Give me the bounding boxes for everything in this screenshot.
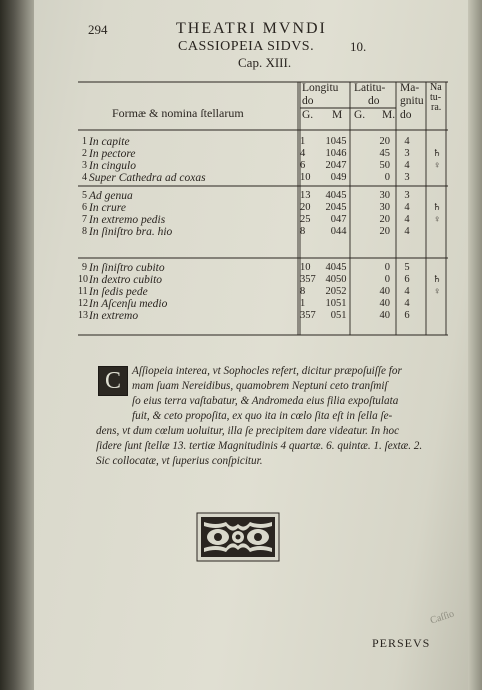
magnitude: 3 <box>404 190 410 201</box>
star-name: Ad genua <box>89 190 133 202</box>
latitude-degrees: 45 <box>336 202 347 213</box>
latitude-minutes: 40 <box>379 286 390 297</box>
chapter-title: CASSIOPEIA SIDVS. <box>178 39 315 54</box>
latitude-minutes: 40 <box>379 310 390 321</box>
commentary-line: mam ſuam Nereidibus, quamobrem Neptuni ceto tranſmiſ <box>132 380 388 392</box>
latitude-degrees: 47 <box>336 214 347 225</box>
star-name: In extremo pedis <box>89 214 166 226</box>
latitude-degrees: 44 <box>336 226 347 237</box>
magnitude: 4 <box>404 160 410 171</box>
latitude-minutes: 0 <box>384 262 390 273</box>
star-number: 13 <box>78 310 88 321</box>
star-name: In pectore <box>89 148 136 160</box>
table-row <box>78 148 448 160</box>
longitude-minutes: 20 <box>325 160 336 171</box>
longitude-minutes: 40 <box>325 262 336 273</box>
longitude-degrees: 8 <box>300 286 306 297</box>
star-number: 4 <box>82 172 87 183</box>
star-table <box>78 80 448 340</box>
catchword: PERSEVS <box>372 636 431 650</box>
longitude-minutes: 40 <box>325 190 336 201</box>
header-long-minuta: M <box>332 109 343 121</box>
longitude-degrees: 1 <box>300 136 306 147</box>
longitude-minutes: 10 <box>325 136 336 147</box>
longitude-minutes: 0 <box>330 172 336 183</box>
page-number: 294 <box>88 22 108 37</box>
star-name: In ſedis pede <box>89 286 148 298</box>
header-longitudo: Longitu <box>302 82 339 94</box>
star-name: Super Cathedra ad coxas <box>89 172 206 184</box>
page-edge <box>468 0 482 690</box>
star-number: 12 <box>78 298 88 309</box>
longitude-minutes: 0 <box>330 310 336 321</box>
table-row <box>78 262 448 274</box>
book-gutter-shadow <box>0 0 34 690</box>
longitude-degrees: 10 <box>300 262 311 273</box>
latitude-degrees: 45 <box>336 262 347 273</box>
nature-symbol: ♀ <box>433 161 441 171</box>
star-number: 2 <box>82 148 87 159</box>
longitude-minutes: 10 <box>325 298 336 309</box>
longitude-degrees: 6 <box>300 160 306 171</box>
table-row <box>78 202 448 214</box>
magnitude: 4 <box>404 214 410 225</box>
latitude-degrees: 47 <box>336 160 347 171</box>
star-number: 6 <box>82 202 87 213</box>
latitude-minutes: 20 <box>379 214 390 225</box>
table-row <box>78 136 448 148</box>
star-number: 8 <box>82 226 87 237</box>
longitude-degrees: 4 <box>300 148 306 159</box>
header-long-gradus: G. <box>302 109 314 121</box>
magnitude: 4 <box>404 286 410 297</box>
latitude-minutes: 20 <box>379 226 390 237</box>
latitude-minutes: 40 <box>379 298 390 309</box>
star-number: 3 <box>82 160 87 171</box>
magnitude: 4 <box>404 136 410 147</box>
star-name: In ſiniſtro cubito <box>89 262 165 274</box>
header-natura-cont: tu- <box>430 92 442 103</box>
nature-symbol: ♄ <box>432 149 442 159</box>
star-name: In dextro cubito <box>89 274 163 286</box>
header-longitudo-cont: do <box>302 95 314 107</box>
magnitude: 6 <box>404 274 410 285</box>
magnitude: 6 <box>404 310 410 321</box>
latitude-minutes: 0 <box>384 172 390 183</box>
latitude-degrees: 51 <box>336 298 347 309</box>
table-row <box>78 274 448 286</box>
commentary-line: ſo eius terra vaſtabatur, & Andromeda eius filia expoſtulata <box>132 395 399 407</box>
magnitude: 4 <box>404 226 410 237</box>
latitude-minutes: 30 <box>379 202 390 213</box>
table-row <box>78 310 448 322</box>
drop-cap: C <box>98 366 128 396</box>
nature-symbol: ♀ <box>433 215 441 225</box>
latitude-minutes: 50 <box>379 160 390 171</box>
star-name: In capite <box>89 136 130 148</box>
commentary-line: dens, vt dum cœlum uoluitur, illa ſe precipitem dare videatur. In hoc <box>96 425 400 437</box>
longitude-degrees: 357 <box>300 310 316 321</box>
longitude-minutes: 0 <box>330 226 336 237</box>
magnitude: 4 <box>404 202 410 213</box>
latitude-degrees: 45 <box>336 136 347 147</box>
table-row <box>78 298 448 310</box>
magnitude: 5 <box>404 262 410 273</box>
chapter-label: Cap. XIII. <box>238 55 292 70</box>
star-number: 10 <box>78 274 88 285</box>
longitude-minutes: 20 <box>325 202 336 213</box>
table-row <box>78 160 448 172</box>
star-number: 7 <box>82 214 87 225</box>
printers-ornament <box>196 512 280 562</box>
header-magnitudo-cont: gnitu <box>400 95 424 107</box>
longitude-degrees: 10 <box>300 172 311 183</box>
magnitude: 3 <box>404 148 410 159</box>
longitude-degrees: 25 <box>300 214 311 225</box>
chapter-number: 10. <box>350 39 367 54</box>
longitude-degrees: 20 <box>300 202 311 213</box>
commentary-line: fuit, & ceto propoſita, ex quo ita in cœlo ſita eſt in ſella ſe- <box>132 410 393 422</box>
latitude-degrees: 46 <box>336 148 347 159</box>
running-head: THEATRI MVNDI <box>176 20 327 37</box>
commentary-line: Aſſiopeia interea, vt Sophocles refert, dicitur præpoſuiſſe for <box>132 365 402 377</box>
star-name: In cingulo <box>89 160 136 172</box>
longitude-minutes: 10 <box>325 148 336 159</box>
latitude-degrees: 52 <box>336 286 347 297</box>
longitude-minutes: 20 <box>325 286 336 297</box>
nature-symbol: ♄ <box>432 203 442 213</box>
nature-symbol: ♀ <box>433 287 441 297</box>
longitude-minutes: 40 <box>325 274 336 285</box>
table-row <box>78 286 448 298</box>
longitude-degrees: 1 <box>300 298 306 309</box>
header-forma: Formæ & nomina ſtellarum <box>112 106 244 120</box>
star-name: In ſiniſtro bra. hio <box>89 226 173 238</box>
bleed-through-text: Caſſio <box>428 608 456 627</box>
longitude-degrees: 8 <box>300 226 306 237</box>
latitude-degrees: 45 <box>336 190 347 201</box>
header-magnitudo: Ma- <box>400 82 420 94</box>
header-lat-gradus: G. <box>354 109 366 121</box>
header-natura: Na <box>430 82 442 93</box>
star-number: 9 <box>82 262 87 273</box>
table-row <box>78 190 448 202</box>
nature-symbol: ♄ <box>432 275 442 285</box>
latitude-minutes: 45 <box>379 148 390 159</box>
header-latitudo: Latitu- <box>354 82 386 94</box>
table-row <box>78 214 448 226</box>
star-number: 1 <box>82 136 87 147</box>
latitude-degrees: 50 <box>336 274 347 285</box>
latitude-degrees: 51 <box>336 310 347 321</box>
commentary-line: Sic collocatæ, vt ſuperius conſpicitur. <box>96 455 263 467</box>
header-latitudo-cont: do <box>368 95 380 107</box>
star-name: In Aſcenſu medio <box>89 298 168 310</box>
longitude-degrees: 357 <box>300 274 316 285</box>
magnitude: 4 <box>404 298 410 309</box>
longitude-minutes: 0 <box>330 214 336 225</box>
latitude-degrees: 49 <box>336 172 347 183</box>
commentary-line: ſidere ſunt ſtellæ 13. tertiæ Magnitudinis 4 quartæ. 6. quintæ. 1. ſextæ. 2. <box>96 440 423 452</box>
latitude-minutes: 30 <box>379 190 390 201</box>
table-row <box>78 226 448 238</box>
star-number: 5 <box>82 190 87 201</box>
longitude-degrees: 13 <box>300 190 311 201</box>
latitude-minutes: 0 <box>384 274 390 285</box>
header-natura-end: ra. <box>431 102 442 113</box>
magnitude: 3 <box>404 172 410 183</box>
star-number: 11 <box>78 286 88 297</box>
header-magnitudo-end: do <box>400 109 412 121</box>
star-name: In crure <box>89 202 126 214</box>
table-row <box>78 172 448 184</box>
latitude-minutes: 20 <box>379 136 390 147</box>
star-name: In extremo <box>89 310 139 322</box>
header-lat-minuta: M. <box>382 109 396 121</box>
